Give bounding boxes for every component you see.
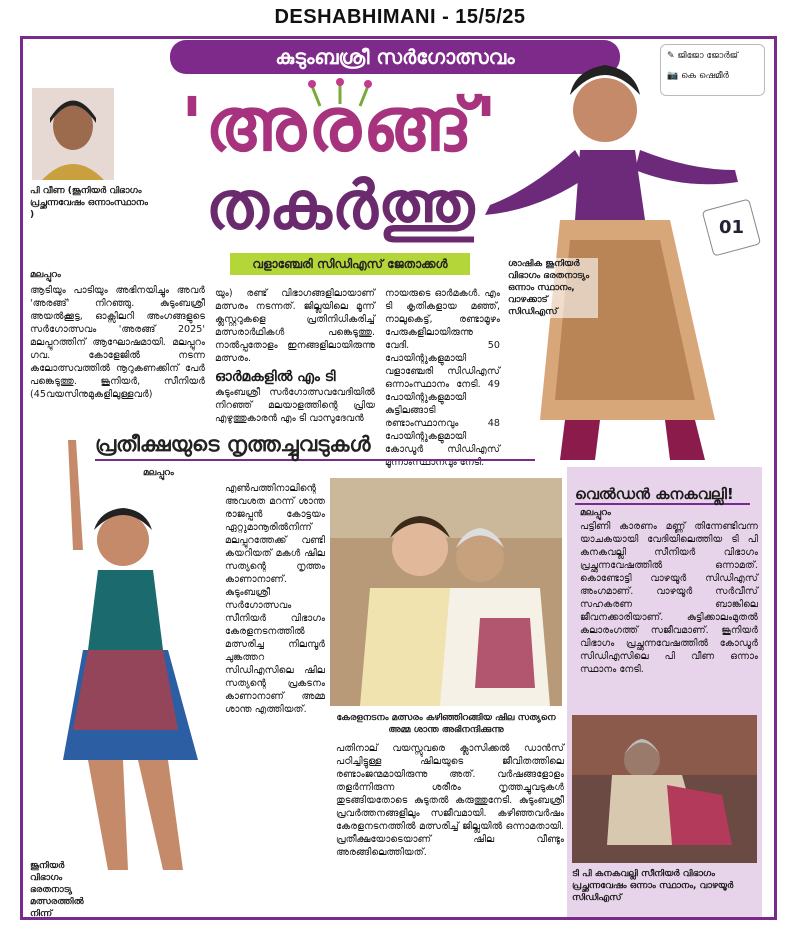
story1-dateline: മലപ്പുറം [30,270,61,280]
main-dancer-caption: ശാഷിക ജൂനിയർ വിഭാഗം ഭരതനാട്യം ഒന്നാം സ്ഥാനം, വാഴക്കാട് സിഡിഎസ് [508,258,598,318]
photographer-credit: കെ ഷെമീർ [681,71,729,81]
mother-daughter-caption: കേരളനടനം മത്സരം കഴിഞ്ഞിറങ്ങിയ ഷില സത്യനെ അമ്മ ശാന്ത അഭിനന്ദിക്കുന്നു [336,713,556,735]
contestant-number: 01 [719,217,745,238]
writer-credit: ജിജോ ജോർജ് [677,51,739,61]
portrait-photo [32,88,114,180]
story1-col1: ആടിയും പാടിയും അഭിനയിച്ചും അവർ 'അരങ്ങ്' നിറഞ്ഞു. കുടുംബശ്രീ അയൽക്കൂട്ട, ഓക്സിലറി അംഗങ്ങളുടെ സർഗോത്സവം 'അരങ്ങ് 2025' മലപ്പുറത്തിന് ആഘോഷമായി. മലപ്പുറം ഗവ. കോളേജിൽ നടന്ന കലോത്സവത്തിൽ നൂറുകണക്കിന് പേർ പങ്കെടുത്തു. ജൂനിയർ, സീനിയർ (45വയസിനുമുകളിലുള്ളവർ) [30,285,205,400]
winner-bar: വളാഞ്ചേരി സിഡിഎസ് ജേതാക്കൾ [230,253,470,275]
pen-icon: ✎ [667,51,675,61]
story1-col2-text: യും) രണ്ട് വിഭാഗങ്ങളിലായാണ് മത്സരം നടന്നത്. ജില്ലയിലെ മൂന്ന് ക്ലസ്റ്ററുകളെ പ്രതിനിധികരിച്ച് മത്സരാർഥികൾ പങ്കെടുത്തു. നാൽപ്പതോളം ഇനങ്ങളിലായിരുന്നു മത്സരം. [215,288,375,364]
story3-dateline: മലപ്പുറം [580,508,611,518]
story2-dateline: മലപ്പുറം [143,468,174,478]
story2-col1: എൺപത്തിനാലിന്റെ അവശത മറന്ന് ശാന്ത രാജപ്പൻ കോട്ടയം ഏറ്റുമാനൂരിൽനിന്ന് മലപ്പുറത്തേക്ക് വണ്ടി കയറിയത് മകൾ ഷില സത്യന്റെ നൃത്തം കാണാനാണ്. കുടുംബശ്രീ സർഗോത്സവം സീനിയർ വിഭാഗം കേരളനടനത്തിൽ മത്സരിച്ച നിലമ്പൂർ ചുങ്കത്തറ സിഡിഎസിലെ ഷില സത്യന്റെ പ്രകടനം കാണാനാണ് അമ്മ ശാന്ത എത്തിയത്. [225,483,325,715]
headline-line1: 'അരങ്ങ്' [180,82,500,168]
story1-col2 [215,287,375,425]
story1-col2b-text: കുടുംബശ്രീ സർഗോത്സവവേദിയിൽ നിറഞ്ഞ് മലയാളത്തിന്റെ പ്രിയ എഴുത്തുകാരൻ എം ടി വാസുദേവൻ [215,387,375,424]
camera-icon: 📷 [667,71,679,81]
left-dancer-caption: ജൂനിയർ വിഭാഗം ഭരതനാട്യ മത്സരത്തിൽ നിന്ന് [30,861,84,919]
kanakavalli-caption: ടി പി കനകവല്ലി സീനിയർ വിഭാഗം പ്രച്ഛന്നവേഷം ഒന്നാം സ്ഥാനം, വാഴയൂർ സിഡിഎസ് [572,869,734,903]
story2-col2: പതിനാല് വയസ്സുവരെ ക്ലാസിക്കൽ ഡാൻസ് പഠിച്ചിട്ടുള്ള ഷിലയുടെ ജീവിതത്തിലെ രണ്ടാംജന്മമായിരുന്നു അത്. വർഷങ്ങളോളം തളർന്നിരുന്ന ശരീരം നൃത്തച്ചുവടുകൾ തുടങ്ങിയതോടെ കുടുതൽ കരുത്തുനേടി. കുടുംബശ്രീ പ്രവർത്തനങ്ങളിലും സജീവമായി. കഴിഞ്ഞവർഷം കേരളനടനത്തിൽ മത്സരിച്ച് ജില്ലയിൽ ഒന്നാമതായി. പ്രതീക്ഷയോടെയാണ് ഷില വീണ്ടും അരങ്ങിലെത്തിയത്. [336,743,564,858]
story1-subhead: ഓർമകളിൽ എം ടി [215,369,336,385]
mother-daughter-photo [330,478,562,706]
event-badge: കുടുംബശ്രീ സർഗോത്സവം [170,40,620,74]
story1-col3: നായരുടെ ഓർമകൾ. എം ടി കൃതികളായ മഞ്ഞ്, നാലുകെട്ട്, രണ്ടാമൂഴം പേരുകളിലായിരുന്നു വേദി. 50 പോയിന്റുകളുമായി വളാഞ്ചേരി സിഡിഎസ് ഒന്നാംസ്ഥാനം നേടി. 49 പോയിന്റുകളുമായി കുട്ടിലങ്ങാടി രണ്ടാംസ്ഥാനവും 48 പോയിന്റുകളുമായി കോഡൂർ സിഡിഎസ് മൂന്നാംസ്ഥാനവും നേടി. [385,288,500,468]
kanakavalli-photo [572,715,757,863]
story3-title: വെൽഡൻ കനകവല്ലി! [575,485,750,505]
headline-line2: തകർത്തു [205,166,475,244]
masthead-date: DESHABHIMANI - 15/5/25 [274,6,526,28]
left-dancer-photo [28,430,228,910]
portrait-caption: പി വീണ (ജൂനിയർ വിഭാഗം പ്രച്ഛന്നവേഷം ഒന്നാംസ്ഥാനം ) [30,186,148,220]
story2-title: പ്രതീക്ഷയുടെ നൃത്തച്ചുവടുകൾ [95,432,535,461]
story3-body: പട്ടിണി കാരണം മണ്ണ് തിന്നേണ്ടിവന്ന യാചകയായി വേദിയിലെത്തിയ ടി പി കനകവല്ലി സീനിയർ വിഭാഗം പ്രച്ഛന്നവേഷത്തിൽ ഒന്നാമത്. കൊണ്ടോട്ടി വാഴയൂർ സിഡിഎസ് അംഗമാണ്. വാഴയൂർ സർവീസ് സഹകരണ ബാങ്കിലെ ജീവനക്കാരിയാണ്. കുട്ടിക്കാലംമുതൽ കലാരംഗത്ത് സജീവമാണ്. ജൂനിയർ വിഭാഗം പ്രച്ഛന്നവേഷത്തിൽ കോഡൂർ സിഡിഎസിലെ പി വീണ ഒന്നാം സ്ഥാനം നേടി. [580,521,758,675]
